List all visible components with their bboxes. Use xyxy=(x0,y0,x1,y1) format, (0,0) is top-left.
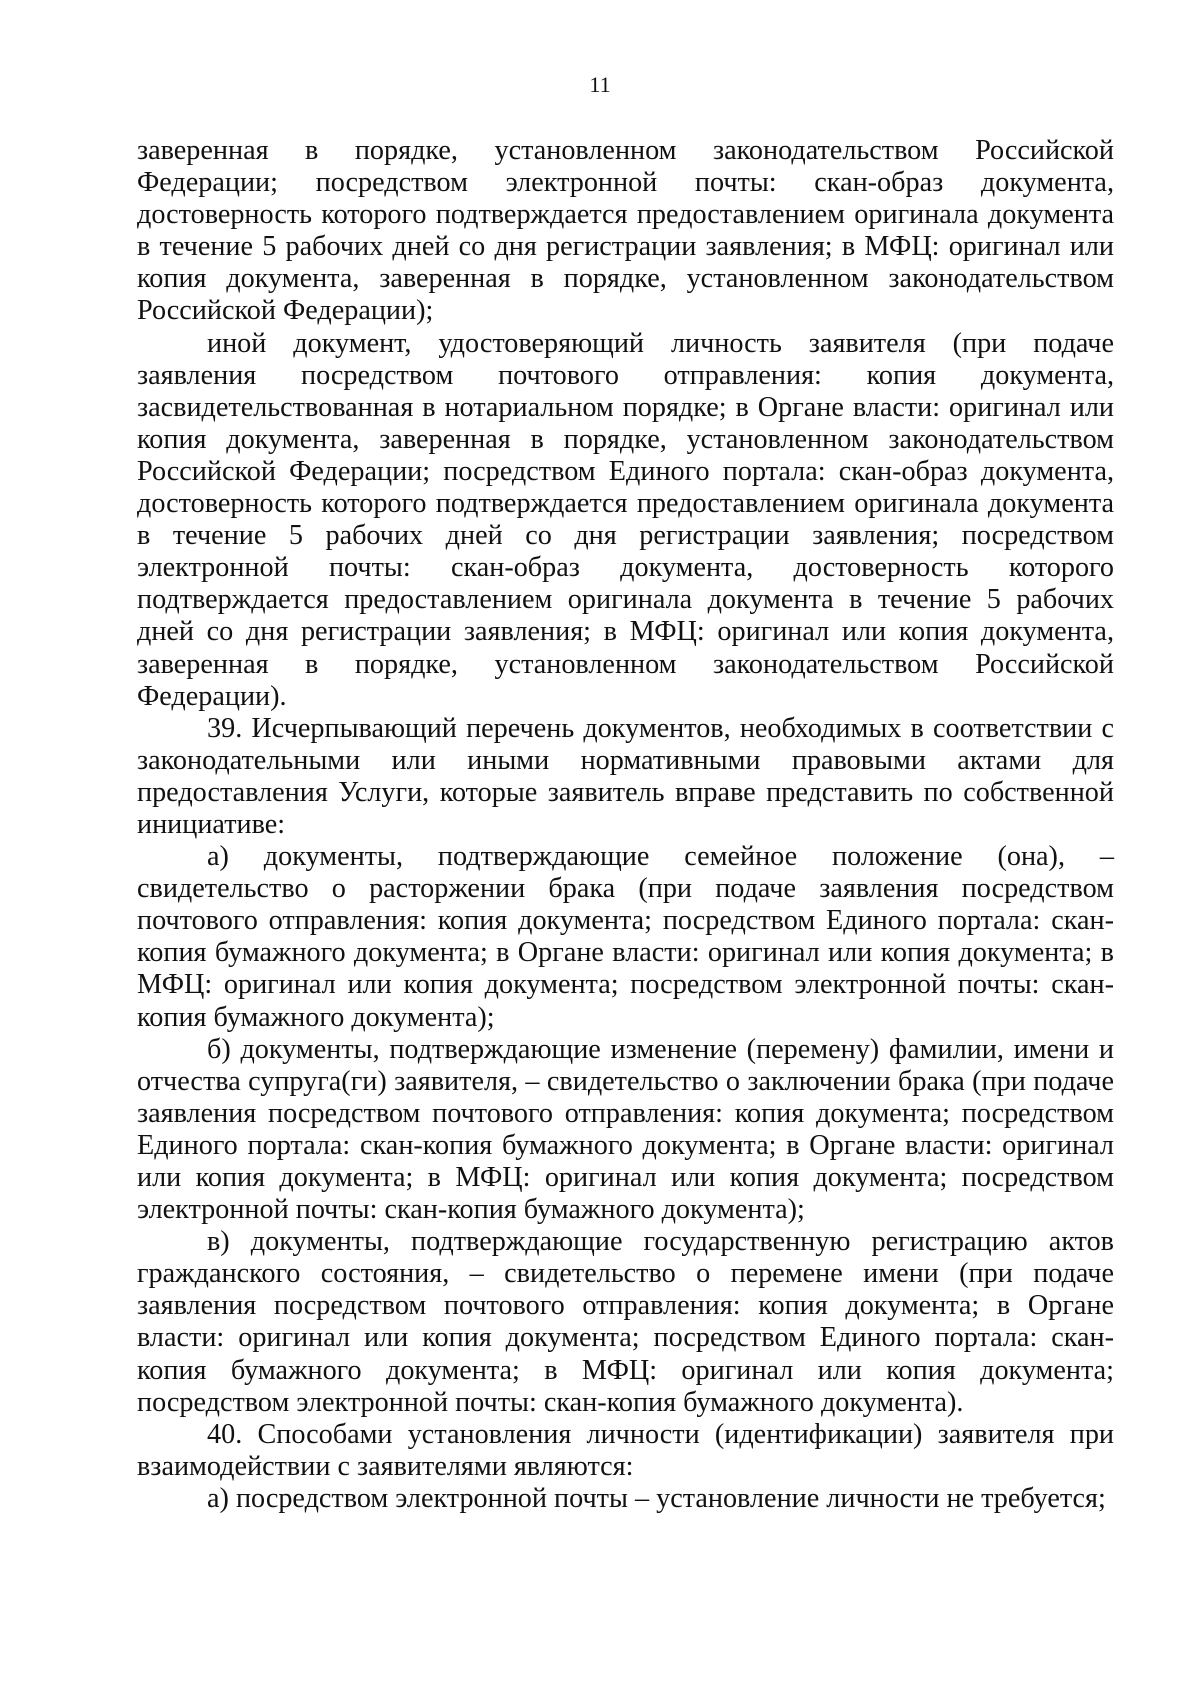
paragraph-item-39-b: б) документы, подтверждающие изменение (перемену) фамилии, имени и отчества супруга(ги) заявителя, – свидетельство о заключении брака (при подаче заявления посредством почтового отправления: копия документа; посредством Единого портала: скан-копия бумажного документа; в Органе власти: оригинал или копия документа; в МФЦ: оригинал или копия документа; посредством электронной почты: скан-копия бумажного документа); xyxy=(137,1033,1114,1226)
document-body xyxy=(137,135,1114,1515)
paragraph-continuation: заверенная в порядке, установленном законодательством Российской Федерации; посредством электронной почты: скан-образ документа, достоверность которого подтверждается предоставлением оригинала документа в течение 5 рабочих дней со дня регистрации заявления; в МФЦ: оригинал или копия документа, заверенная в порядке, установленном законодательством Российской Федерации); xyxy=(137,135,1114,327)
paragraph-identity-document: иной документ, удостоверяющий личность заявителя (при подаче заявления посредством почтового отправления: копия документа, засвидетельствованная в нотариальном порядке; в Органе власти: оригинал или копия документа, заверенная в порядке, установленном законодательством Российской Федерации; посредством Единого портала: скан-образ документа, достоверность которого подтверждается предоставлением оригинала документа в течение 5 рабочих дней со дня регистрации заявления; посредством электронной почты: скан-образ документа, достоверность которого подтверждается предоставлением оригинала документа в течение 5 рабочих дней со дня регистрации заявления; в МФЦ: оригинал или копия документа, заверенная в порядке, установленном законодательством Российской Федерации). xyxy=(137,327,1114,712)
paragraph-item-40-a: а) посредством электронной почты – установление личности не требуется; xyxy=(207,1482,1106,1514)
page-number: 11 xyxy=(589,72,611,97)
paragraph-item-39-a: а) документы, подтверждающие семейное положение (она), – свидетельство о расторжении брака (при подаче заявления посредством почтового отправления: копия документа; посредством Единого портала: скан-копия бумажного документа; в Органе власти: оригинал или копия документа; в МФЦ: оригинал или копия документа; посредством электронной почты: скан-копия бумажного документа); xyxy=(137,841,1114,1033)
paragraph-item-40: 40. Способами установления личности (идентификации) заявителя при взаимодействии с заявителями являются: xyxy=(137,1418,1114,1482)
paragraph-item-39-v: в) документы, подтверждающие государственную регистрацию актов гражданского состояния, – свидетельство о перемене имени (при подаче заявления посредством почтового отправления: копия документа; в Органе власти: оригинал или копия документа; посредством Единого портала: скан-копия бумажного документа; в МФЦ: оригинал или копия документа; посредством электронной почты: скан-копия бумажного документа). xyxy=(137,1226,1114,1418)
paragraph-item-39: 39. Исчерпывающий перечень документов, необходимых в соответствии с законодательными или иными нормативными правовыми актами для предоставления Услуги, которые заявитель вправе представить по собственной инициативе: xyxy=(137,712,1114,840)
